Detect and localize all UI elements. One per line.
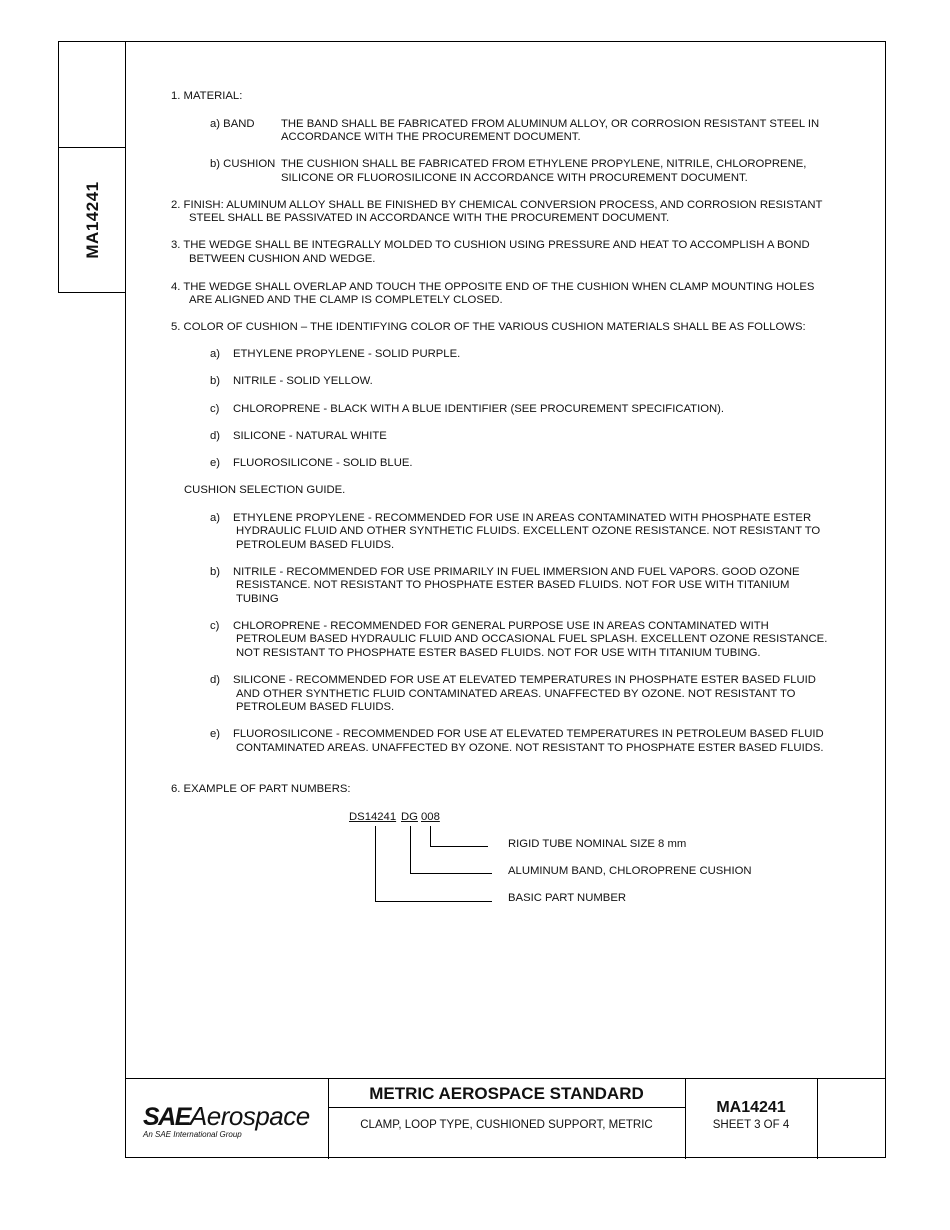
guide-item-line: CONTAMINATED AREAS. UNAFFECTED BY OZONE. NOT RESISTANT TO PHOSPHATE ESTER BASED FLUIDS. — [236, 742, 824, 754]
leader-line — [410, 826, 411, 873]
leader-line — [430, 826, 431, 846]
guide-item-line: FLUOROSILICONE - RECOMMENDED FOR USE AT ELEVATED TEMPERATURES IN PETROLEUM BASED FLUID — [233, 728, 824, 740]
sheet-number: SHEET 3 OF 4 — [712, 1119, 790, 1131]
color-item-label: a) — [210, 348, 221, 360]
side-doc-number: MA14241 — [83, 181, 102, 259]
section-4-line: ARE ALIGNED AND THE CLAMP IS COMPLETELY CLOSED. — [189, 294, 503, 306]
guide-item-label: b) — [210, 566, 221, 578]
section-2-line: STEEL SHALL BE PASSIVATED IN ACCORDANCE WITH THE PROCUREMENT DOCUMENT. — [189, 212, 670, 224]
callout-code: ALUMINUM BAND, CHLOROPRENE CUSHION — [508, 865, 752, 877]
color-item-text: FLUOROSILICONE - SOLID BLUE. — [233, 457, 413, 469]
guide-item-line: SILICONE - RECOMMENDED FOR USE AT ELEVATED TEMPERATURES IN PHOSPHATE ESTER BASED FLUID — [233, 674, 816, 686]
guide-item-line: TUBING — [236, 593, 279, 605]
title-block-divider — [817, 1079, 818, 1159]
color-item-text: CHLOROPRENE - BLACK WITH A BLUE IDENTIFIER (SEE PROCUREMENT SPECIFICATION). — [233, 403, 725, 415]
section-5-heading: 5. COLOR OF CUSHION – THE IDENTIFYING COLOR OF THE VARIOUS CUSHION MATERIALS SHALL BE AS FOLLOWS: — [171, 321, 806, 333]
guide-item-line: PETROLEUM BASED HYDRAULIC FLUID AND OCCASIONAL FUEL SPLASH. EXCELLENT OZONE RESISTANCE. — [236, 633, 828, 645]
guide-item-label: c) — [210, 620, 220, 632]
color-item-text: SILICONE - NATURAL WHITE — [233, 430, 387, 442]
leader-line — [375, 826, 376, 901]
leader-line — [410, 873, 492, 874]
guide-item-label: d) — [210, 674, 221, 686]
logo-aerospace-text: Aerospace — [189, 1101, 310, 1131]
document-number: MA14241 — [716, 1099, 786, 1116]
section-6-heading: 6. EXAMPLE OF PART NUMBERS: — [171, 783, 351, 795]
section-1b-label: b) CUSHION — [210, 158, 276, 170]
color-item-label: b) — [210, 375, 221, 387]
leader-line — [375, 901, 492, 902]
color-item-label: d) — [210, 430, 221, 442]
side-tab-divider — [59, 147, 126, 148]
callout-basic: BASIC PART NUMBER — [508, 892, 627, 904]
part-number-size: 008 — [421, 811, 440, 823]
section-2-line: 2. FINISH: ALUMINUM ALLOY SHALL BE FINISHED BY CHEMICAL CONVERSION PROCESS, AND CORROSION RESISTANT — [171, 199, 823, 211]
guide-item-label: a) — [210, 512, 221, 524]
part-number-prefix: DS14241 — [349, 811, 397, 823]
section-1-heading: 1. MATERIAL: — [171, 90, 243, 102]
section-1a-line: ACCORDANCE WITH THE PROCUREMENT DOCUMENT. — [281, 131, 581, 143]
guide-item-line: RESISTANCE. NOT RESISTANT TO PHOSPHATE ESTER BASED FLUIDS. NOT FOR USE WITH TITANIUM — [236, 579, 790, 591]
section-1a-label: a) BAND — [210, 118, 255, 130]
section-4-line: 4. THE WEDGE SHALL OVERLAP AND TOUCH THE OPPOSITE END OF THE CUSHION WHEN CLAMP MOUNTING HOLES — [171, 281, 815, 293]
section-1b-line: SILICONE OR FLUOROSILICONE IN ACCORDANCE WITH PROCUREMENT DOCUMENT. — [281, 172, 748, 184]
sae-aerospace-logo — [143, 1101, 310, 1139]
side-tab — [58, 41, 126, 293]
color-item-label: c) — [210, 403, 220, 415]
part-number-code: DG — [401, 811, 418, 823]
section-3-line: 3. THE WEDGE SHALL BE INTEGRALLY MOLDED TO CUSHION USING PRESSURE AND HEAT TO ACCOMPLISH A BOND — [171, 239, 810, 251]
logo-subtitle: An SAE International Group — [143, 1130, 242, 1139]
title-block — [125, 1078, 886, 1159]
guide-item-label: e) — [210, 728, 221, 740]
title-block-divider — [328, 1107, 685, 1108]
logo-sae-text: SAE — [143, 1103, 190, 1131]
guide-item-line: NITRILE - RECOMMENDED FOR USE PRIMARILY IN FUEL IMMERSION AND FUEL VAPORS. GOOD OZONE — [233, 566, 800, 578]
section-1b-line: THE CUSHION SHALL BE FABRICATED FROM ETHYLENE PROPYLENE, NITRILE, CHLOROPRENE, — [281, 158, 807, 170]
color-item-text: NITRILE - SOLID YELLOW. — [233, 375, 373, 387]
standard-subtitle: CLAMP, LOOP TYPE, CUSHIONED SUPPORT, METRIC — [360, 1119, 653, 1131]
leader-line — [430, 846, 488, 847]
section-3-line: BETWEEN CUSHION AND WEDGE. — [189, 253, 376, 265]
callout-size: RIGID TUBE NOMINAL SIZE 8 mm — [508, 838, 687, 850]
guide-item-line: PETROLEUM BASED FLUIDS. — [236, 539, 395, 551]
guide-heading: CUSHION SELECTION GUIDE. — [184, 484, 346, 496]
guide-item-line: PETROLEUM BASED FLUIDS. — [236, 701, 395, 713]
guide-item-line: AND OTHER SYNTHETIC FLUID CONTAMINATED AREAS. UNAFFECTED BY OZONE. NOT RESISTANT TO — [236, 688, 796, 700]
color-item-text: ETHYLENE PROPYLENE - SOLID PURPLE. — [233, 348, 461, 360]
color-item-label: e) — [210, 457, 221, 469]
guide-item-line: HYDRAULIC FLUID AND OTHER SYNTHETIC FLUIDS. EXCELLENT OZONE RESISTANCE. NOT RESISTANT TO — [236, 525, 821, 537]
guide-item-line: ETHYLENE PROPYLENE - RECOMMENDED FOR USE IN AREAS CONTAMINATED WITH PHOSPHATE ESTER — [233, 512, 812, 524]
guide-item-line: CHLOROPRENE - RECOMMENDED FOR GENERAL PURPOSE USE IN AREAS CONTAMINATED WITH — [233, 620, 769, 632]
standard-title: METRIC AEROSPACE STANDARD — [369, 1084, 644, 1103]
guide-item-line: NOT RESISTANT TO PHOSPHATE ESTER BASED FLUIDS. NOT FOR USE WITH TITANIUM TUBING. — [236, 647, 761, 659]
section-1a-line: THE BAND SHALL BE FABRICATED FROM ALUMINUM ALLOY, OR CORROSION RESISTANT STEEL IN — [281, 118, 820, 130]
